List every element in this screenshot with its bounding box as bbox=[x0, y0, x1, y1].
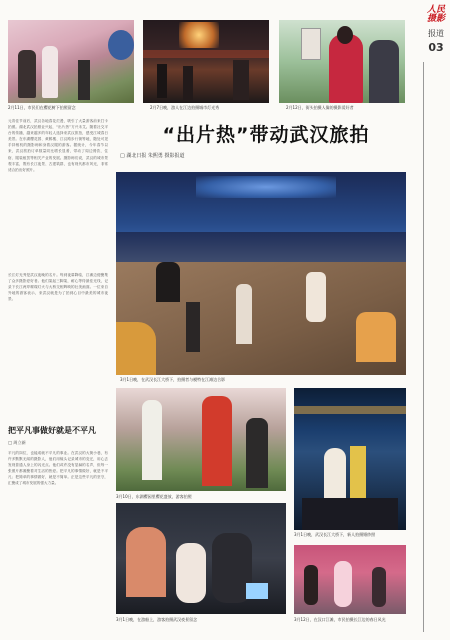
photo-riverside-crowd bbox=[294, 545, 406, 614]
photo-riverbank-main bbox=[116, 172, 406, 375]
photo-caption-3: 3月1日晚，在游船上，游客拍摄武汉夜景留念 bbox=[116, 617, 198, 622]
headline: “出片热”带动武汉旅拍 bbox=[162, 124, 370, 146]
photo-caption-1: 3月10日，东湖樱园里樱花盛放，游客拍照 bbox=[116, 494, 192, 499]
photo-boat-night bbox=[116, 503, 286, 614]
section-label: 报道 bbox=[428, 29, 444, 38]
left-body-text: 元宵佳节前后，武汉各地春花烂漫，吸引了大量游客前来打卡拍照。湖北武汉拍照业兴起，“出片热”方兴未艾。随着社交平台的传播，越来越多的年轻人选择来武汉旅拍，感受江城春日美景。在东湖樱花园、黄鹤楼、江汉路步行街等地，随处可见手持相机的摄影师和身着汉服的游客。据统计，今年春节以来，武汉旅拍订单数量同比增长显著，带动了周边餐饮、住宿、服装租赁等相关产业的发展。摄影师们说，武汉的城市景观丰富，既有长江夜景、古建筑群，也有现代都市风光，非常适合拍出好照片。 bbox=[8, 119, 108, 172]
photo-cherry-crowd bbox=[116, 388, 286, 491]
essay-author: □ 周立新 bbox=[8, 440, 26, 445]
photo-portrait-session bbox=[279, 20, 405, 103]
photo-caption-4: 3月12日，在汉口江滩，市民拍摄长江边的春日风光 bbox=[294, 617, 386, 622]
top-caption-3: 2月12日，街头拍摄人像的摄影爱好者 bbox=[286, 105, 354, 110]
photo-wedding-night bbox=[294, 388, 406, 530]
photo-cherry-blossom-couple bbox=[8, 20, 134, 103]
essay-title: 把平凡事做好就是不平凡 bbox=[8, 426, 96, 435]
masthead-logo: 人民摄影 bbox=[426, 5, 445, 24]
top-caption-1: 2月11日，市民们在樱花树下拍照留念 bbox=[8, 105, 76, 110]
byline: □ 湖北日报 朱熙勇 摄影报道 bbox=[120, 153, 185, 159]
top-caption-2: 2月7日晚，游人在江边拍摄城市灯光秀 bbox=[150, 105, 220, 110]
masthead-divider bbox=[423, 62, 424, 632]
masthead bbox=[425, 6, 447, 54]
essay-body-text: 平凡的岗位，也能成就不平凡的事业。在武汉的大街小巷，有许多默默无闻的摄影人，他们用镜头记录城市的变迁，用心去发现普通人身上的闪光点。他们或许没有显赫的名声，但每一张照片都凝聚着对生活的热爱。把平凡的事情做好，就是不平凡；把简单的事情做好，就是不简单。正是这些平凡的坚守，汇聚成了城市发展的强大力量。 bbox=[8, 451, 108, 486]
page-number: 03 bbox=[428, 41, 444, 54]
left-body-text-2: 长江灯光秀是武汉夜晚的名片。每到夜幕降临，江滩边便聚集了众多摄影爱好者。他们架起三脚架，耐心等待最佳光线，记录下长江两岸璀璨灯火与大桥交相辉映的壮美画面。一位来自外地的游客表示，来武汉就是为了拍到心目中最美的城市夜景。 bbox=[8, 273, 108, 302]
photo-caption-2: 3月1日晚，武汉长江大桥下，新人拍摄婚纱照 bbox=[294, 532, 376, 537]
photo-night-light-show bbox=[143, 20, 269, 103]
main-photo-caption: 3月1日晚，在武汉长江大桥下，拍摄者与模特在江滩边合影 bbox=[120, 377, 226, 382]
